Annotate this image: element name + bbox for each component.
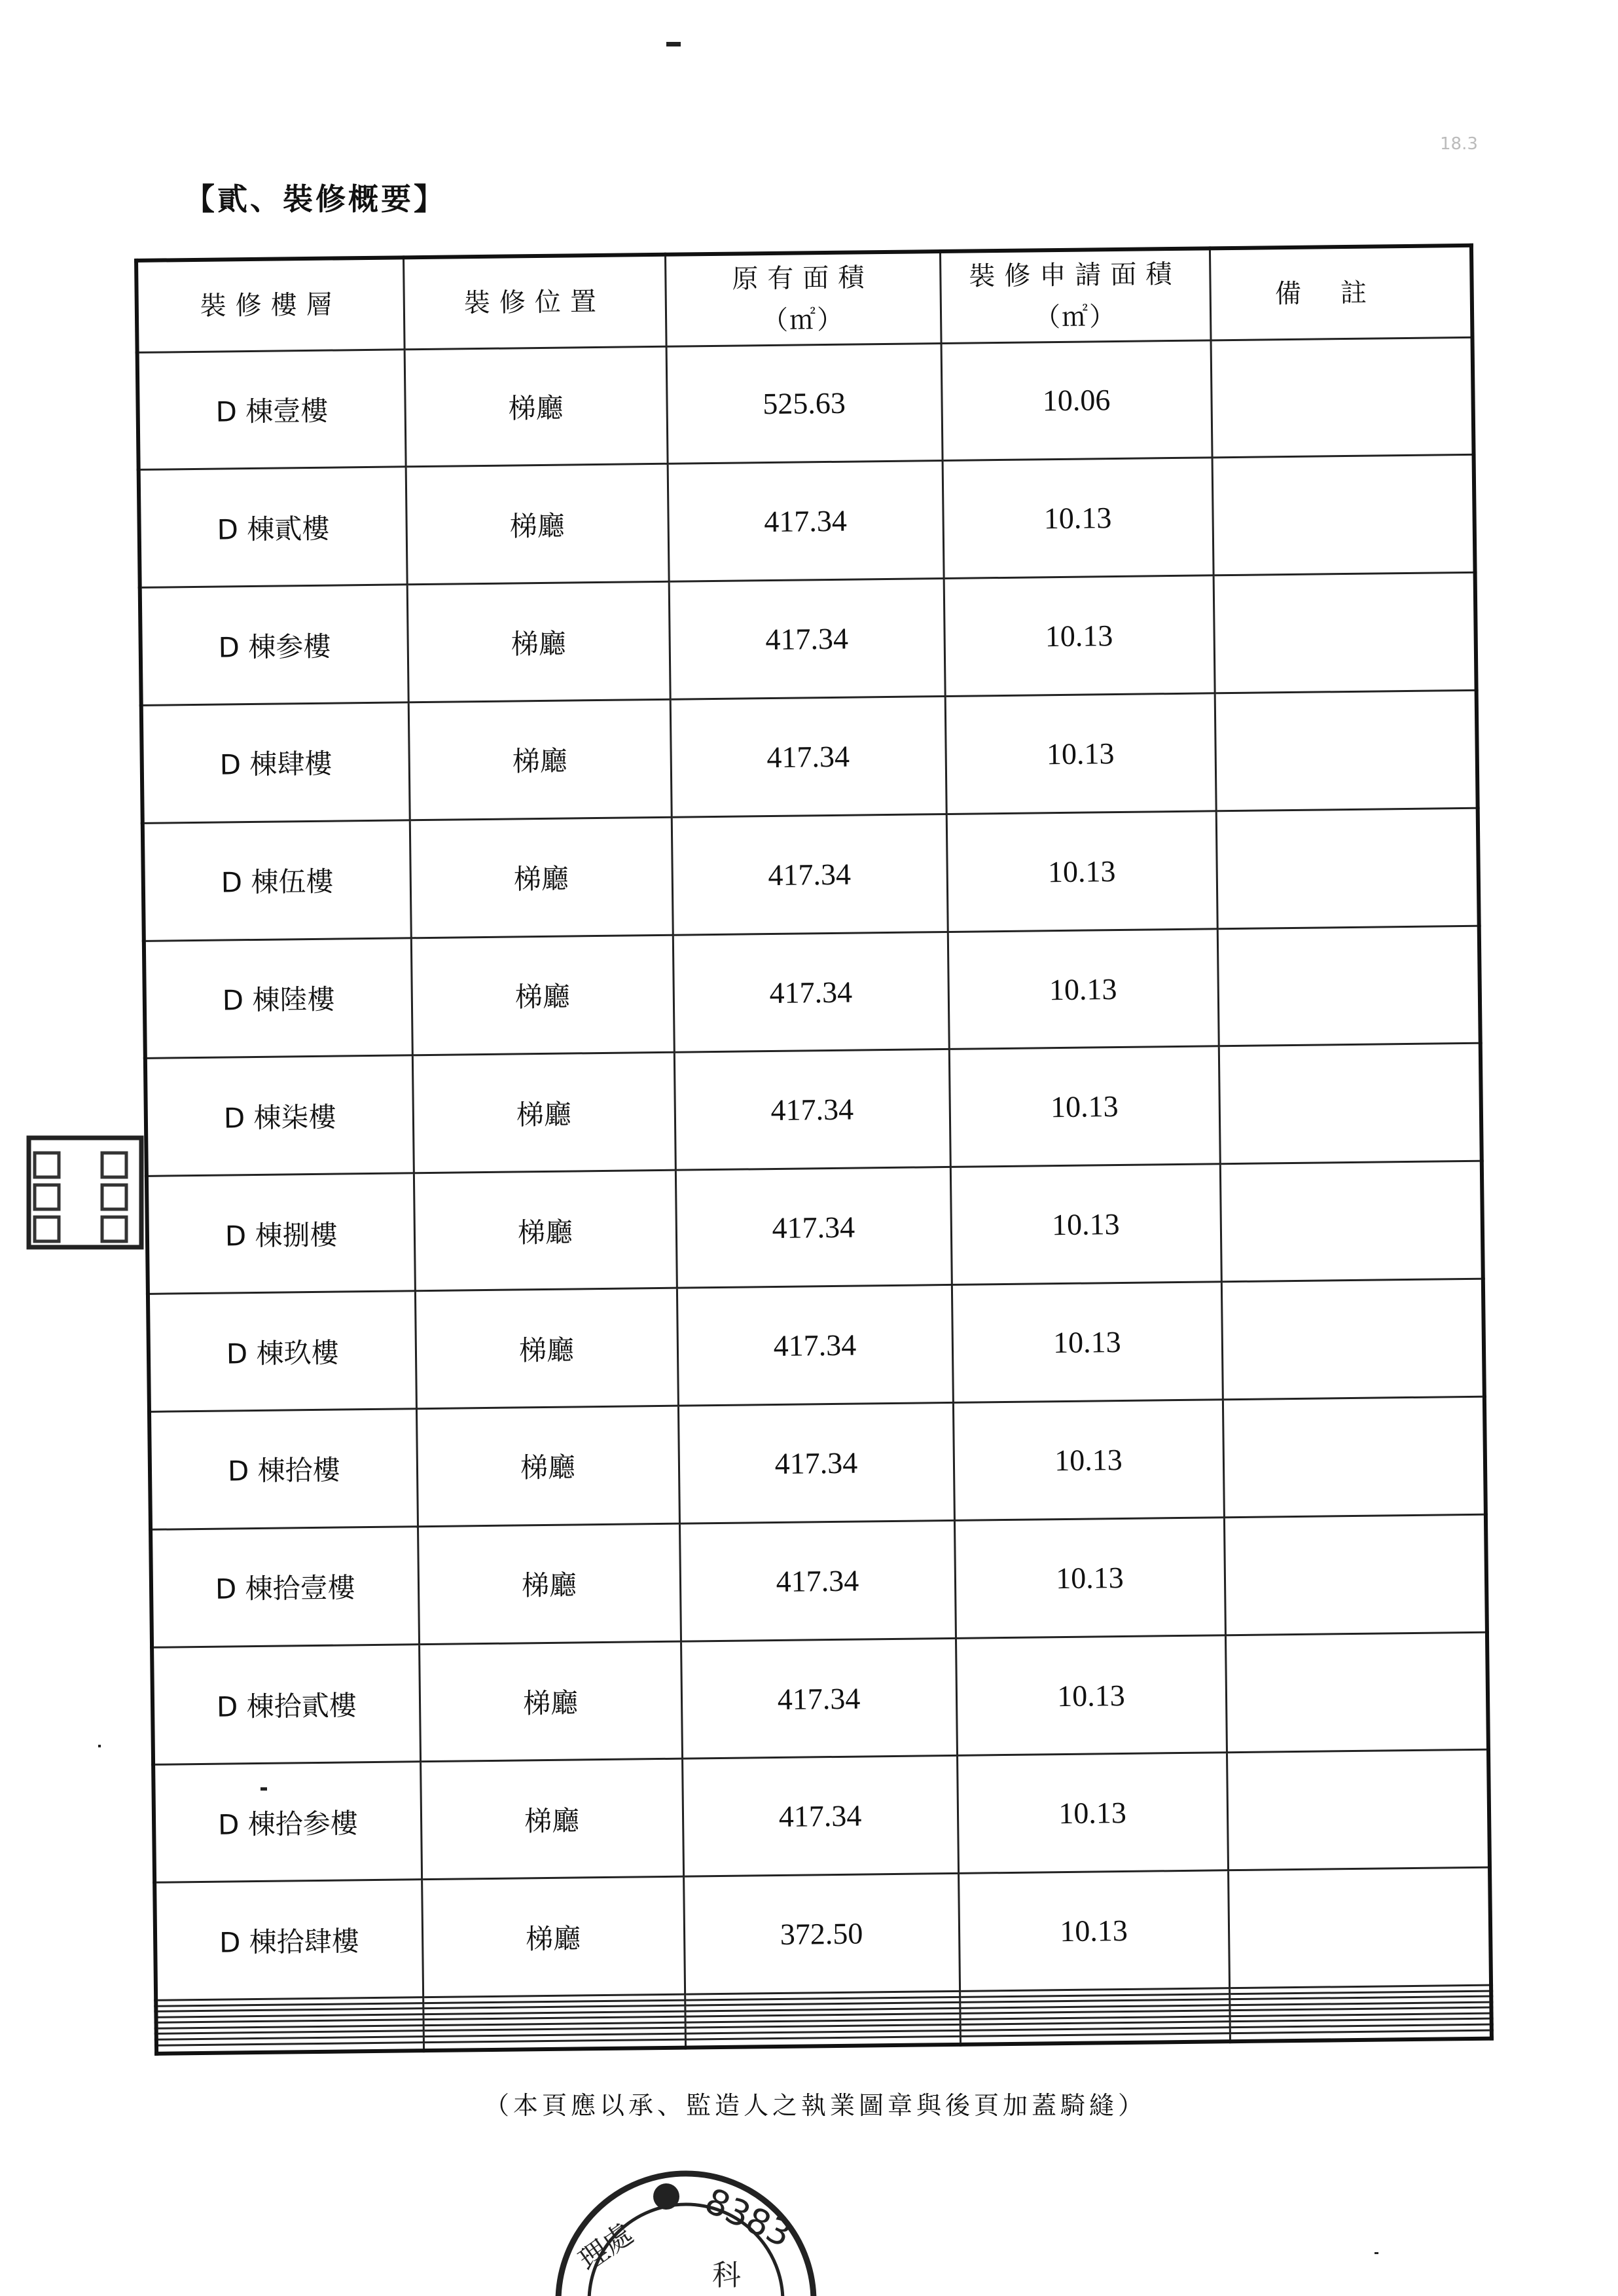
table-header-row	[136, 246, 1472, 352]
cell-original-area: 417.34	[674, 1049, 950, 1171]
cell-location: 梯廳	[410, 817, 673, 938]
cell-location: 梯廳	[416, 1406, 679, 1526]
header-original-area-label: 原有面積	[732, 262, 874, 295]
cell-location: 梯廳	[411, 935, 674, 1055]
header-location: 裝修位置	[403, 255, 666, 350]
cell-applied-area: 10.13	[944, 575, 1215, 696]
table-row	[144, 926, 1481, 1059]
cell-location: 梯廳	[419, 1641, 682, 1762]
cell-location: 梯廳	[407, 581, 670, 702]
cell-location: 梯廳	[418, 1523, 681, 1644]
table-row	[145, 1044, 1482, 1176]
table-row	[153, 1750, 1490, 1883]
corner-mark: 18.3	[1440, 134, 1478, 154]
cell-remark	[1227, 1750, 1490, 1870]
cell-floor: D 棟拾肆樓	[154, 1880, 423, 2000]
cell-remark	[1217, 926, 1481, 1046]
cell-original-area: 417.34	[673, 932, 949, 1053]
cell-original-area: 417.34	[672, 814, 948, 935]
cell-applied-area: 10.06	[941, 340, 1212, 460]
cell-original-area: 372.50	[683, 1874, 960, 1995]
cell-remark	[1215, 690, 1478, 811]
header-remark: 備註	[1210, 246, 1473, 340]
cell-applied-area: 10.13	[945, 693, 1216, 814]
cell-remark	[1225, 1632, 1488, 1753]
cell-floor: D 棟伍樓	[143, 820, 411, 941]
header-applied-area-unit: （㎡）	[1034, 301, 1117, 333]
cell-floor: D 棟玖樓	[148, 1291, 416, 1412]
header-applied-area	[940, 248, 1211, 343]
cell-floor: D 棟拾参樓	[153, 1762, 422, 1882]
cell-original-area: 417.34	[681, 1638, 957, 1759]
table-row	[151, 1514, 1487, 1647]
cell-applied-area: 10.13	[946, 811, 1217, 932]
table-row	[152, 1632, 1488, 1765]
round-seal-number: 8383	[698, 2179, 798, 2255]
scan-speck	[98, 1745, 101, 1747]
side-seal-glyph	[101, 1152, 128, 1179]
cell-location: 梯廳	[415, 1288, 678, 1408]
header-applied-area-label: 裝修申請面積	[969, 259, 1181, 292]
cell-remark	[1211, 337, 1474, 458]
cell-location: 梯廳	[422, 1876, 685, 1997]
cell-floor: D 棟陸樓	[144, 938, 412, 1058]
cell-remark	[1223, 1396, 1486, 1517]
cell-remark	[1216, 808, 1479, 928]
footer-note: （本頁應以承、監造人之執業圖章與後頁加蓋騎縫）	[484, 2091, 1147, 2120]
cell-applied-area: 10.13	[954, 1518, 1225, 1638]
cell-remark	[1221, 1279, 1484, 1399]
cell-applied-area: 10.13	[957, 1753, 1228, 1873]
cell-remark	[1214, 572, 1477, 693]
cell-location: 梯廳	[412, 1053, 675, 1173]
table-row	[143, 808, 1479, 941]
header-original-area	[665, 251, 941, 346]
cell-remark	[1224, 1514, 1487, 1635]
side-seal-glyphs	[33, 1152, 128, 1243]
renovation-table-wrapper	[134, 244, 1490, 2056]
table-row	[140, 572, 1477, 705]
table-body	[137, 337, 1492, 2054]
cell-applied-area: 10.13	[958, 1870, 1229, 1991]
cell-location: 梯廳	[406, 464, 669, 585]
section-title: 【貳、裝修概要】	[185, 181, 446, 217]
table-row	[139, 455, 1475, 588]
table-row	[148, 1279, 1484, 1412]
cell-floor: D 棟柒樓	[145, 1055, 414, 1176]
table-row	[141, 690, 1478, 823]
cell-remark	[1219, 1044, 1482, 1164]
round-seal-text-left: 理處	[573, 2217, 639, 2278]
cell-remark	[1220, 1161, 1483, 1282]
header-floor: 裝修樓層	[136, 257, 404, 352]
table-row	[154, 1867, 1491, 2000]
scan-speck	[1375, 2252, 1378, 2254]
cell-floor: D 棟貳樓	[139, 467, 407, 587]
cell-original-area: 417.34	[668, 461, 944, 582]
cell-applied-area: 10.13	[943, 458, 1214, 578]
side-seal-glyph	[101, 1184, 128, 1211]
cell-remark	[1212, 455, 1475, 575]
cell-applied-area: 10.13	[948, 928, 1219, 1049]
round-official-seal	[548, 2147, 823, 2296]
round-seal-text-bottom: 科	[712, 2259, 741, 2292]
cell-applied-area: 10.13	[953, 1400, 1224, 1520]
cell-floor: D 棟壹樓	[137, 349, 406, 469]
cell-applied-area: 10.13	[949, 1046, 1220, 1167]
renovation-summary-table	[134, 244, 1494, 2056]
cell-applied-area: 10.13	[956, 1635, 1227, 1755]
cell-original-area: 525.63	[666, 343, 943, 464]
side-seal-stamp	[20, 1137, 151, 1258]
table-row	[149, 1396, 1486, 1529]
side-seal-glyph	[33, 1216, 61, 1243]
cell-location: 梯廳	[420, 1759, 683, 1880]
cell-floor: D 棟拾壹樓	[151, 1526, 419, 1647]
cell-original-area: 417.34	[670, 696, 946, 817]
cell-applied-area: 10.13	[952, 1282, 1223, 1402]
side-seal-glyph	[101, 1216, 128, 1243]
cell-original-area: 417.34	[678, 1402, 954, 1523]
cell-floor: D 棟参樓	[140, 585, 408, 705]
header-original-area-unit: （㎡）	[761, 304, 845, 336]
cell-location: 梯廳	[414, 1171, 677, 1291]
cell-original-area: 417.34	[677, 1285, 953, 1406]
table-row	[147, 1161, 1483, 1294]
cell-location: 梯廳	[408, 699, 672, 820]
cell-original-area: 417.34	[669, 579, 945, 700]
round-seal-emblem	[653, 2183, 679, 2210]
cell-original-area: 417.34	[679, 1520, 956, 1641]
cell-applied-area: 10.13	[950, 1164, 1221, 1285]
cell-original-area: 417.34	[682, 1756, 958, 1877]
side-seal-glyph	[33, 1184, 61, 1211]
table-row	[137, 337, 1474, 470]
side-seal-glyph	[33, 1152, 61, 1179]
cell-location: 梯廳	[404, 346, 668, 467]
cell-floor: D 棟拾貳樓	[152, 1644, 420, 1764]
cell-original-area: 417.34	[675, 1167, 952, 1288]
scan-speck	[666, 42, 681, 46]
cell-remark	[1228, 1867, 1491, 1988]
cell-floor: D 棟肆樓	[141, 702, 410, 823]
cell-floor: D 棟拾樓	[149, 1409, 418, 1529]
cell-floor: D 棟捌樓	[147, 1173, 415, 1294]
